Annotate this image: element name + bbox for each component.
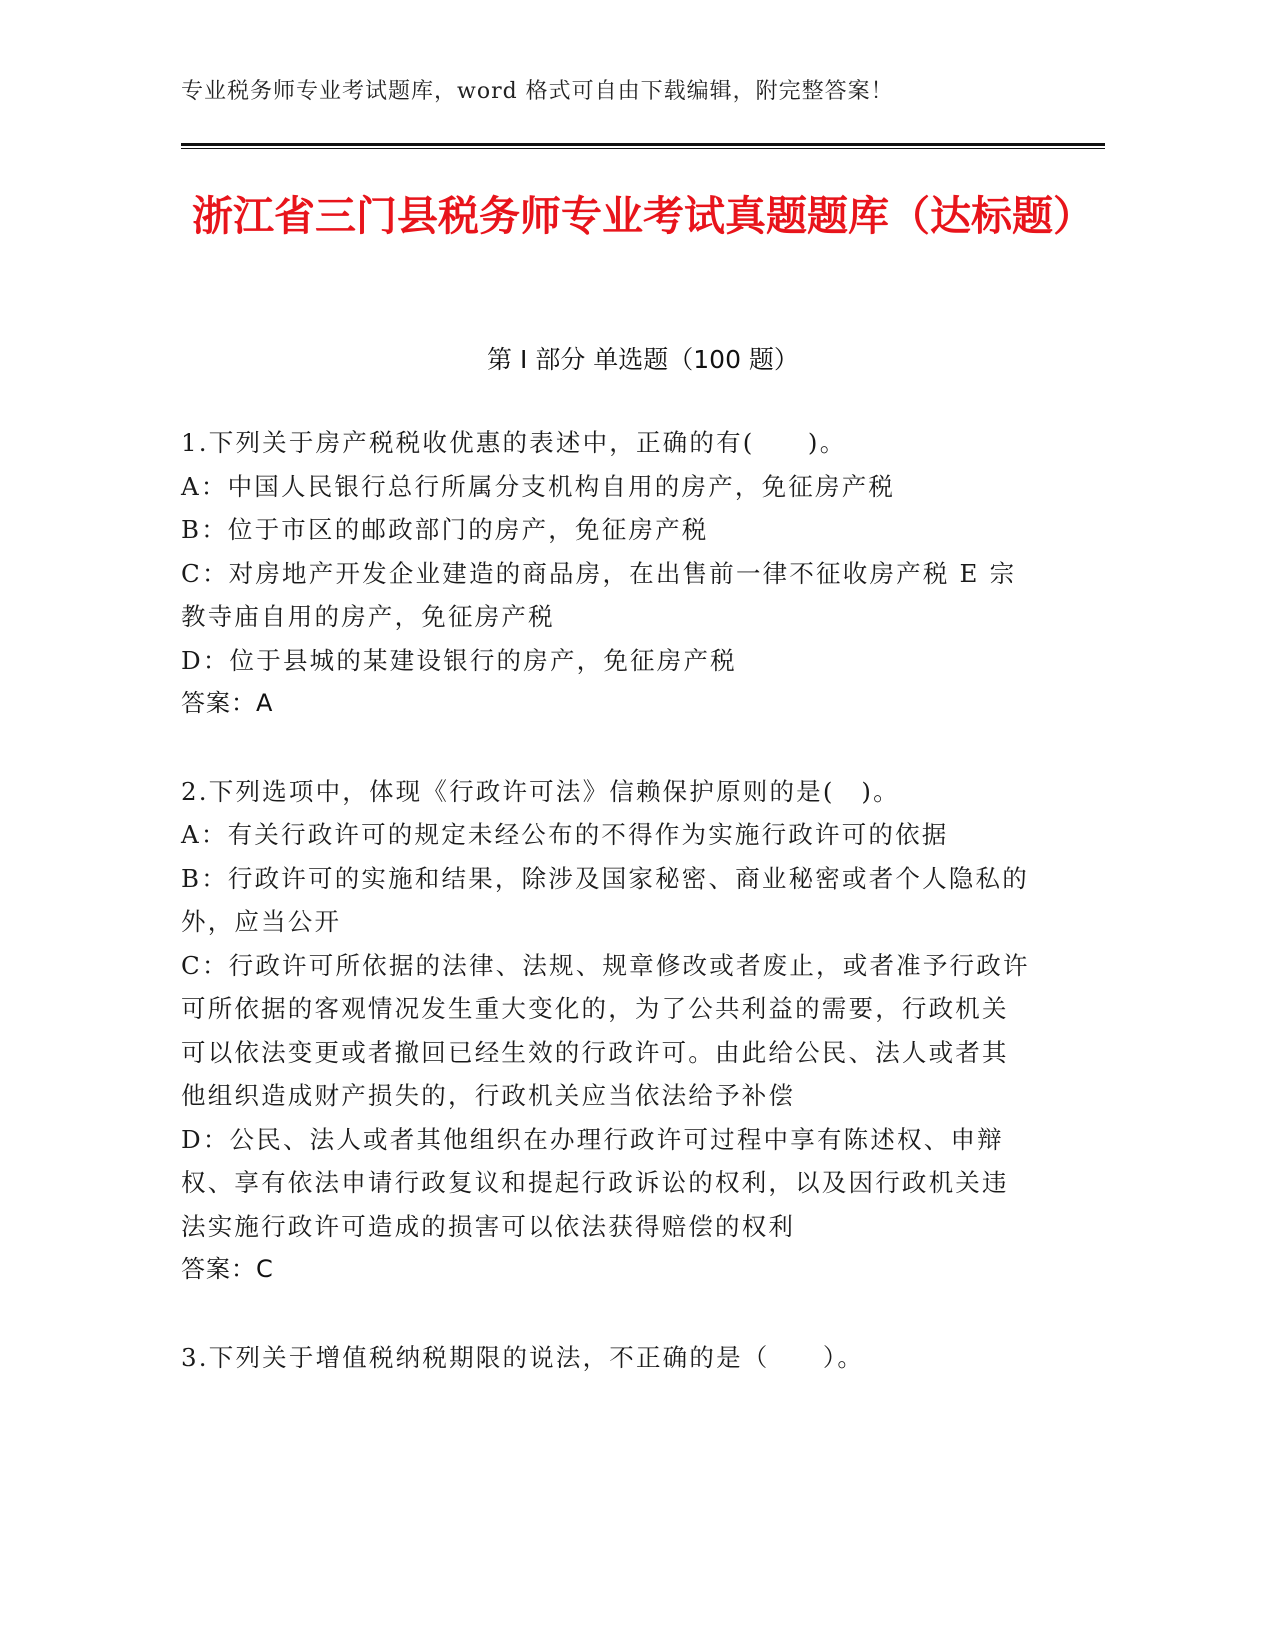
question-stem: 2.下列选项中，体现《行政许可法》信赖保护原则的是( )。 bbox=[181, 776, 900, 806]
question-list bbox=[181, 421, 1031, 1423]
question-stem: 3.下列关于增值税纳税期限的说法，不正确的是（ ）。 bbox=[181, 1342, 865, 1372]
question-3 bbox=[181, 1336, 1031, 1380]
answer: 答案：A bbox=[181, 689, 274, 717]
question-stem: 1.下列关于房产税税收优惠的表述中，正确的有( )。 bbox=[181, 428, 847, 457]
header-note: 专业税务师专业考试题库，word 格式可自由下载编辑，附完整答案！ bbox=[181, 79, 894, 104]
option-d: D：公民、法人或者其他组织在办理行政许可过程中享有陈述权、申辩权、享有依法申请行政复议和提起行政诉讼的权利，以及因行政机关违法实施行政许可造成的损害可以依法获得赔偿的权利 bbox=[181, 1124, 1009, 1241]
header-divider-thin bbox=[181, 148, 1105, 149]
question-2 bbox=[181, 770, 1031, 1292]
option-a: A：有关行政许可的规定未经公布的不得作为实施行政许可的依据 bbox=[181, 820, 949, 849]
option-b: B：行政许可的实施和结果，除涉及国家秘密、商业秘密或者个人隐私的外，应当公开 bbox=[181, 863, 1029, 936]
option-c: C：行政许可所依据的法律、法规、规章修改或者废止，或者准予行政许可所依据的客观情况发生重大变化的，为了公共利益的需要，行政机关可以依法变更或者撤回已经生效的行政许可。由此给公民、法人或者其他组织造成财产损失的，行政机关应当依法给予补偿 bbox=[181, 950, 1030, 1110]
section-heading: 第 I 部分 单选题（100 题） bbox=[487, 345, 799, 374]
document-title: 浙江省三门县税务师专业考试真题题库（达标题） bbox=[192, 192, 1094, 240]
question-1 bbox=[181, 421, 1031, 726]
option-b: B：位于市区的邮政部门的房产，免征房产税 bbox=[181, 515, 709, 544]
option-d: D：位于县城的某建设银行的房产，免征房产税 bbox=[181, 645, 737, 675]
option-a: A：中国人民银行总行所属分支机构自用的房产，免征房产税 bbox=[181, 471, 896, 501]
header-divider bbox=[181, 143, 1105, 146]
answer: 答案：C bbox=[181, 1255, 274, 1283]
option-c: C：对房地产开发企业建造的商品房，在出售前一律不征收房产税 E 宗教寺庙自用的房产，免征房产税 bbox=[181, 558, 1017, 631]
